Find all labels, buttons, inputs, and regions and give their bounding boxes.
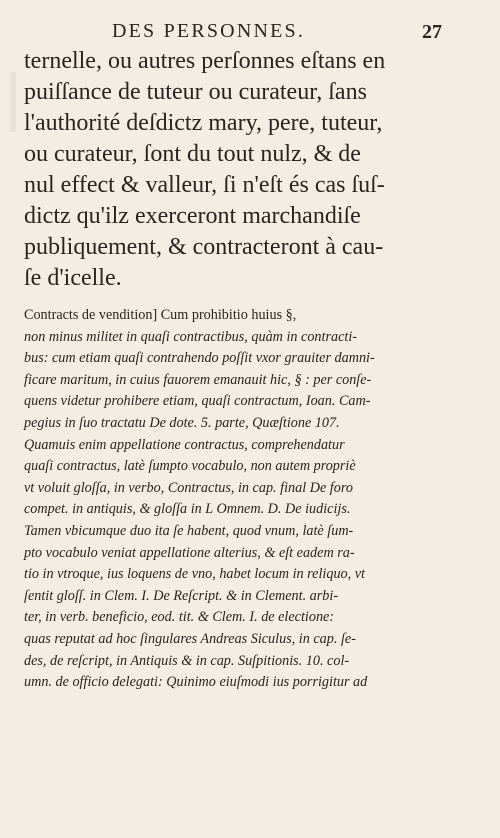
commentary-line: bus: cum etiam quaſi contrahendo poſſit vxor grauiter damni- xyxy=(24,350,375,367)
main-text-block xyxy=(24,46,432,294)
page-stain xyxy=(10,72,16,132)
main-text-line: l'authorité deſdictz mary, pere, tuteur, xyxy=(24,110,383,136)
page-number: 27 xyxy=(422,21,442,43)
main-text-line: publiquement, & contracteront à cau- xyxy=(24,234,384,260)
running-title: DES PERSONNES. xyxy=(112,20,306,42)
commentary-line: pto vocabulo veniat appellatione alterius, & eſt eadem ra- xyxy=(24,544,355,561)
commentary-line: quens videtur prohibere etiam, quaſi contractum, Ioan. Cam- xyxy=(24,393,371,410)
commentary-line: compet. in antiquis, & gloſſa in L Omnem. D. De iudicijs. xyxy=(24,501,351,518)
commentary-line: Contracts de vendition] Cum prohibitio huius §, xyxy=(24,307,297,323)
commentary-line: vt voluit gloſſa, in verbo, Contractus, in cap. final De foro xyxy=(24,479,353,496)
commentary-block xyxy=(24,305,438,694)
commentary-line: Quamuis enim appellatione contractus, comprehendatur xyxy=(24,436,345,453)
main-text-line: puiſſance de tuteur ou curateur, ſans xyxy=(24,79,367,105)
main-text-line: nul effect & valleur, ſi n'eſt és cas ſuſ- xyxy=(24,172,385,198)
commentary-line: quaſi contractus, latè ſumpto vocabulo, non autem propriè xyxy=(24,458,356,475)
commentary-line: ter, in verb. beneficio, eod. tit. & Clem. I. de electione: xyxy=(24,609,335,626)
running-head xyxy=(0,20,500,46)
main-text-line: ou curateur, ſont du tout nulz, & de xyxy=(24,141,361,167)
main-text-line: dictz qu'ilz exerceront marchandiſe xyxy=(24,203,361,229)
main-text-line: ternelle, ou autres perſonnes eſtans en xyxy=(24,48,386,74)
commentary-line: Tamen vbicumque duo ita ſe habent, quod vnum, latè ſum- xyxy=(24,522,354,539)
commentary-line: des, de reſcript, in Antiquis & in cap. Suſpitionis. 10. col- xyxy=(24,652,350,669)
commentary-line: tio in vtroque, ius loquens de vno, habet locum in reliquo, vt xyxy=(24,566,365,583)
commentary-line: ſentit gloſſ. in Clem. I. De Reſcript. & in Clement. arbi- xyxy=(24,587,339,604)
main-text-line: ſe d'icelle. xyxy=(24,265,122,291)
commentary-line: pegius in ſuo tractatu De dote. 5. parte, Quæſtione 107. xyxy=(24,414,340,431)
commentary-line: quas reputat ad hoc ſingulares Andreas Siculus, in cap. ſe- xyxy=(24,630,356,647)
commentary-line: umn. de officio delegati: Quinimo eiuſmodi ius porrigitur ad xyxy=(24,674,368,691)
commentary-line: non minus militet in quaſi contractibus, quàm in contracti- xyxy=(24,328,357,345)
commentary-line: ficare maritum, in cuius fauorem emanauit hic, § : per conſe- xyxy=(24,371,372,388)
